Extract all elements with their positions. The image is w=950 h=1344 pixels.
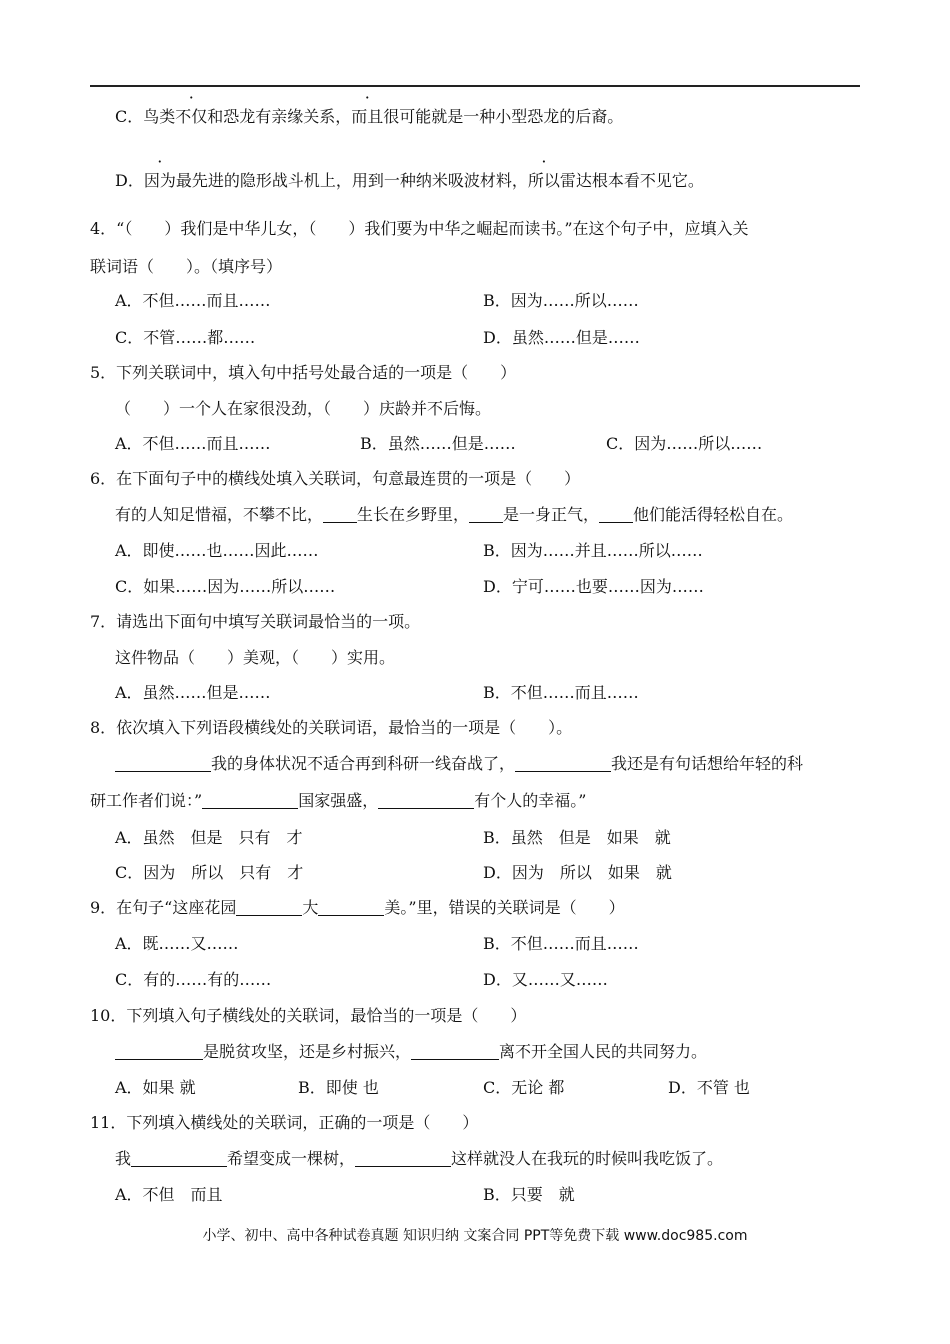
q8-stem: 8．依次填入下列语段横线处的关联词语，最恰当的一项是（ ）。 [90,718,573,737]
q4-stem-line2: 联词语（ ）。（填序号） [90,257,283,276]
q6-option-a: A．即使……也……因此…… [115,541,319,560]
emphasis-dots: 不仅 [175,107,208,126]
q3-option-d: D．因为最先进的隐形战斗机上，用到一种纳米吸波材料，所以雷达根本看不见它。 [115,171,704,190]
emphasis-dots: 因为 [143,171,176,190]
q4-option-b: B．因为……所以…… [483,291,639,310]
q8-passage-line2: 研工作者们说：” 国家强盛， 有个人的幸福。” [90,791,587,810]
q9-option-d: D．又……又…… [483,970,608,989]
q4-option-d: D．虽然……但是…… [483,328,640,347]
q7-option-a: A．虽然……但是…… [115,683,271,702]
q10-sentence: 是脱贫攻坚，还是乡村振兴， 离不开全国人民的共同努力。 [115,1041,707,1063]
emphasis-dots: 所以 [527,171,560,190]
q6-stem: 6．在下面句子中的横线处填入关联词，句意最连贯的一项是（ ） [90,469,581,488]
q10-option-c: C．无论 都 [483,1078,565,1097]
q11-sentence: 我 希望变成一棵树， 这样就没人在我玩的时候叫我吃饭了。 [115,1149,724,1168]
q8-option-c: C．因为 所以 只有 才 [115,863,304,882]
q6-option-b: B．因为……并且……所以…… [483,541,703,560]
q5-option-a: A．不但……而且…… [115,434,271,453]
q8-option-b: B．虽然 但是 如果 就 [483,828,671,847]
q4-option-c: C．不管……都…… [115,328,256,347]
q11-stem: 11．下列填入横线处的关联词，正确的一项是（ ） [90,1113,479,1132]
q7-option-b: B．不但……而且…… [483,683,639,702]
q6-option-c: C．如果……因为……所以…… [115,577,336,596]
q9-option-b: B．不但……而且…… [483,934,639,953]
q6-option-d: D．宁可……也要……因为…… [483,577,704,596]
q9-option-c: C．有的……有的…… [115,970,272,989]
page-footer: 小学、初中、高中各种试卷真题 知识归纳 文案合同 PPT等免费下载 www.doc985.com [202,1228,748,1244]
q11-option-a: A．不但 而且 [115,1185,223,1204]
q10-stem: 10．下列填入句子横线处的关联词，最恰当的一项是（ ） [90,1006,527,1025]
header-rule [90,85,860,87]
q8-passage-line1: 我的身体状况不适合再到科研一线奋战了， 我还是有句话想给年轻的科 [115,753,803,775]
q8-option-d: D．因为 所以 如果 就 [483,863,672,882]
q10-option-b: B．即使 也 [298,1078,379,1097]
q11-option-b: B．只要 就 [483,1185,575,1204]
q8-option-a: A．虽然 但是 只有 才 [115,828,303,847]
q4-option-a: A．不但……而且…… [115,291,271,310]
q5-option-c: C．因为……所以…… [606,434,763,453]
q5-stem: 5．下列关联词中，填入句中括号处最合适的一项是（ ） [90,363,517,382]
q4-stem-line1: 4．“（ ）我们是中华儿女，（ ）我们要为中华之崛起而读书。”在这个句子中，应填入关 [90,219,749,238]
q7-stem: 7．请选出下面句中填写关联词最恰当的一项。 [90,612,421,631]
q7-sentence: 这件物品（ ）美观，（ ）实用。 [115,648,396,667]
emphasis-dots: 而且 [351,107,384,126]
q5-sentence: （ ）一个人在家很没劲，（ ）庆龄并不后悔。 [115,399,492,418]
q6-sentence: 有的人知足惜福，不攀不比， 生长在乡野里， 是一身正气， 他们能活得轻松自在。 [115,505,794,524]
q10-option-a: A．如果 就 [115,1078,196,1097]
q5-option-b: B．虽然……但是…… [360,434,516,453]
q9-option-a: A．既……又…… [115,934,239,953]
q3-option-c: C．鸟类不仅和恐龙有亲缘关系，而且很可能就是一种小型恐龙的后裔。 [115,107,624,126]
q10-option-d: D．不管 也 [668,1078,750,1097]
q9-stem: 9．在句子“这座花园 大 美。”里，错误的关联词是（ ） [90,898,625,917]
